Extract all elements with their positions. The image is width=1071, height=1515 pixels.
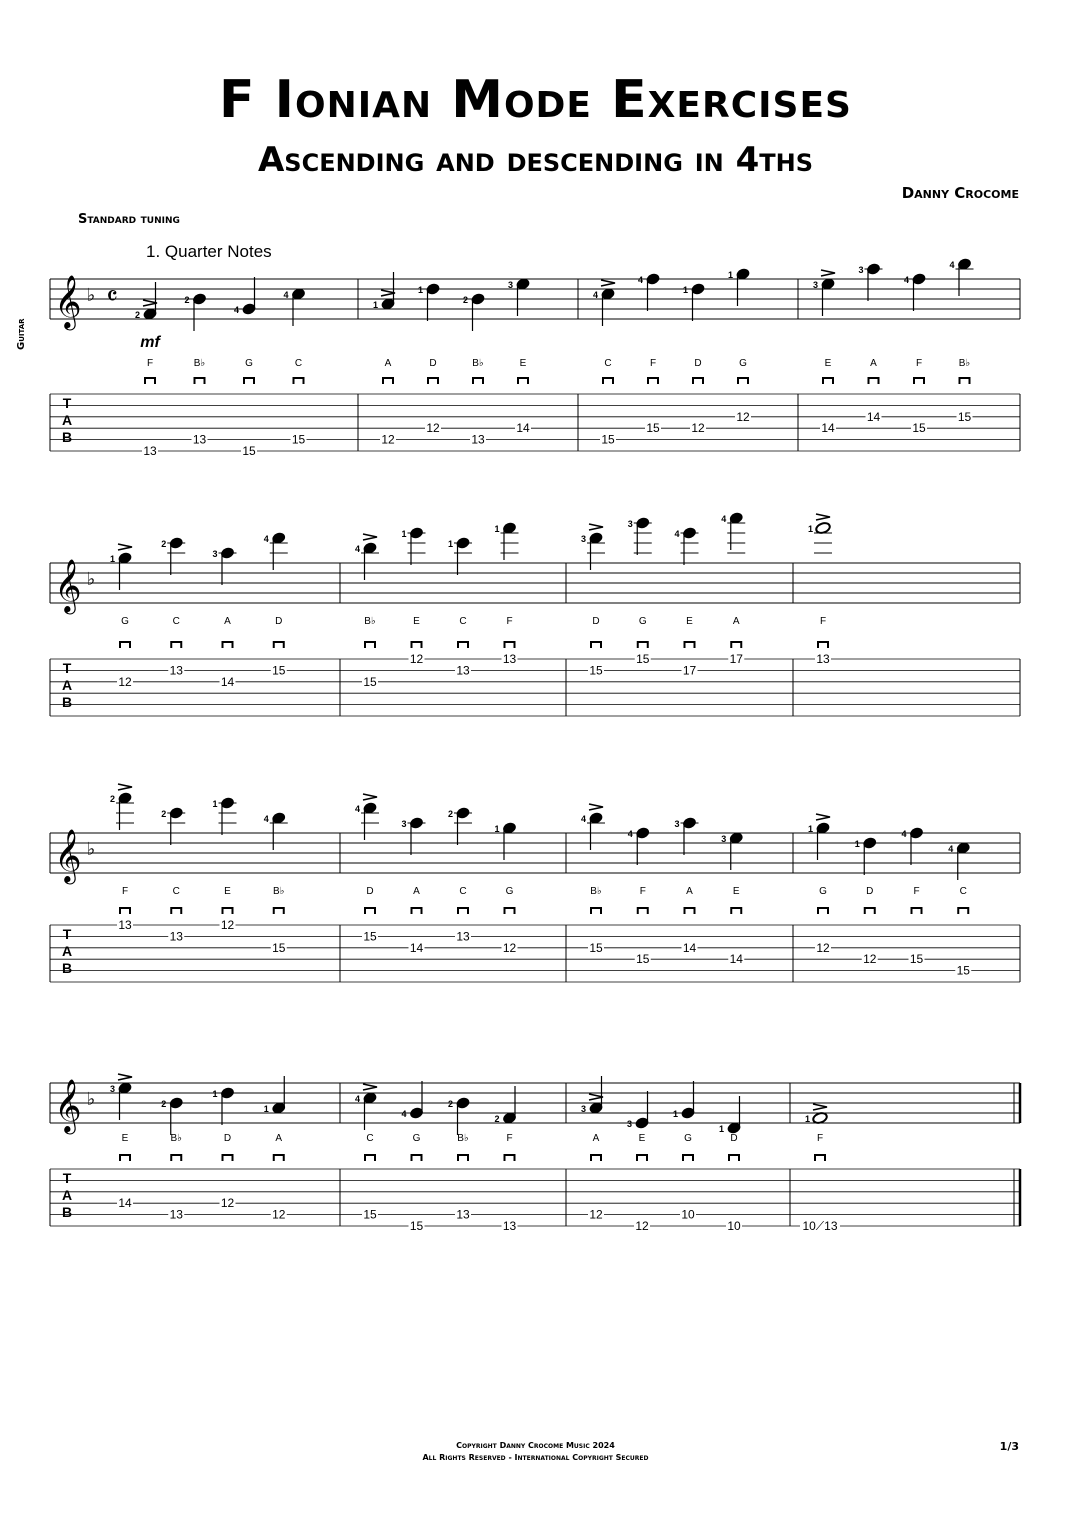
downstroke-icon — [274, 642, 284, 648]
note-name: C — [459, 616, 467, 627]
note-name: B♭ — [958, 358, 971, 369]
downstroke-icon — [683, 1155, 693, 1161]
tab-fret-number: 13 — [456, 663, 470, 678]
tab-clef-b: B — [61, 429, 73, 445]
finger-number: 3 — [627, 519, 633, 529]
downstroke-icon — [637, 1155, 647, 1161]
finger-number: 3 — [401, 819, 407, 829]
downstroke-icon — [458, 908, 468, 914]
tab-fret-number: 12 — [381, 432, 395, 447]
finger-number: 2 — [447, 809, 453, 819]
accent-mark — [589, 804, 603, 810]
downstroke-icon — [120, 1155, 130, 1161]
finger-number: 1 — [447, 539, 453, 549]
downstroke-icon — [591, 642, 601, 648]
finger-number: 2 — [134, 310, 140, 320]
finger-number: 1 — [494, 824, 500, 834]
note-name: F — [915, 358, 923, 369]
tab-fret-number: 15 — [909, 952, 924, 967]
tab-fret-number: 12 — [863, 952, 877, 967]
downstroke-icon — [638, 908, 648, 914]
downstroke-icon — [428, 378, 438, 384]
flat-key-signature-icon: ♭ — [86, 285, 96, 305]
note-name: C — [366, 1133, 374, 1144]
tab-clef-b: B — [61, 1204, 73, 1220]
downstroke-icon — [505, 908, 515, 914]
tab-fret-number: 17 — [729, 652, 743, 666]
downstroke-icon — [120, 642, 130, 648]
downstroke-icon — [729, 1155, 739, 1161]
tab-fret-number: 15 — [272, 940, 286, 955]
note-name: G — [638, 616, 647, 627]
tab-fret-number: 14 — [866, 409, 881, 424]
finger-number: 4 — [580, 814, 586, 824]
finger-number: 3 — [580, 1104, 586, 1114]
tab-fret-number: 15 — [589, 663, 603, 678]
system-4 — [50, 1074, 1020, 1232]
tab-clef-a: A — [61, 412, 73, 428]
note-name: D — [694, 358, 702, 369]
downstroke-icon — [365, 908, 375, 914]
tuning-label: Standard tuning — [78, 212, 180, 227]
finger-number: 1 — [854, 839, 860, 849]
tab-fret-number: 12 — [118, 674, 132, 689]
downstroke-icon — [591, 908, 601, 914]
treble-clef-icon: 𝄞 — [54, 559, 82, 611]
finger-number: 4 — [233, 305, 239, 315]
common-time-icon: 𝄴 — [106, 281, 118, 311]
finger-number: 4 — [903, 275, 909, 285]
tab-fret-number: 12 — [220, 1196, 235, 1211]
finger-number: 3 — [674, 819, 680, 829]
tab-fret-number: 12 — [426, 421, 440, 436]
finger-number: 1 — [263, 1104, 269, 1114]
downstroke-icon — [505, 642, 515, 648]
note-name: A — [870, 358, 877, 369]
note-name: C — [604, 358, 612, 369]
finger-number: 4 — [637, 275, 643, 285]
note-name: D — [223, 1133, 232, 1144]
tab-fret-number: 15 — [363, 929, 377, 944]
tab-fret-number: 13 — [169, 929, 183, 944]
note-name: B♭ — [364, 616, 376, 627]
tab-fret-number: 12 — [409, 652, 424, 666]
tab-fret-number: 13 — [192, 432, 207, 447]
section-label: 1. Quarter Notes — [146, 242, 272, 261]
finger-number: 3 — [109, 1084, 115, 1094]
note-name: F — [506, 616, 513, 627]
copyright-line: Copyright Danny Crocome Music 2024 — [456, 1441, 615, 1450]
tab-fret-number: 14 — [220, 674, 235, 689]
finger-number: 3 — [858, 265, 864, 275]
downstroke-icon — [171, 908, 181, 914]
note-name: B♭ — [457, 1133, 469, 1144]
tab-fret-number: 13 — [456, 929, 470, 944]
flat-key-signature-icon: ♭ — [86, 1089, 96, 1109]
finger-number: 4 — [354, 544, 360, 554]
note-name: D — [429, 358, 437, 369]
finger-number: 1 — [807, 524, 813, 534]
downstroke-icon — [638, 642, 648, 648]
tab-fret-number: 15 — [957, 409, 972, 424]
tab-fret-number: 15 — [363, 1207, 377, 1222]
finger-number: 3 — [212, 549, 218, 559]
note-name: E — [121, 1133, 129, 1144]
tab-clef-a: A — [61, 677, 73, 693]
finger-number: 4 — [948, 844, 954, 854]
note-name: F — [649, 358, 657, 369]
finger-number: 4 — [949, 260, 955, 270]
accent-mark — [363, 794, 377, 800]
finger-number: 3 — [626, 1119, 632, 1129]
downstroke-icon — [171, 1155, 181, 1161]
finger-number: 2 — [462, 295, 468, 305]
finger-number: 1 — [401, 529, 407, 539]
tab-fret-number: 14 — [516, 421, 530, 436]
tab-fret-number: 14 — [118, 1196, 132, 1211]
finger-number: 3 — [507, 280, 513, 290]
finger-number: 2 — [161, 1099, 167, 1109]
downstroke-icon — [383, 378, 393, 384]
note-name: F — [506, 1133, 513, 1144]
downstroke-icon — [591, 1155, 601, 1161]
note-name: G — [684, 1133, 692, 1144]
tab-fret-number: 10⟋13 — [802, 1219, 838, 1233]
downstroke-icon — [412, 1155, 422, 1161]
tab-fret-number: 13 — [456, 1207, 470, 1222]
downstroke-icon — [823, 378, 833, 384]
note-name: G — [505, 886, 514, 897]
finger-number: 1 — [494, 524, 500, 534]
composer-name: Danny Crocome — [901, 184, 1019, 202]
downstroke-icon — [869, 378, 879, 384]
downstroke-icon — [738, 378, 748, 384]
flat-key-signature-icon: ♭ — [86, 569, 96, 589]
tab-fret-number: 12 — [502, 940, 517, 955]
tab-fret-number: 15 — [601, 432, 615, 447]
note-name: E — [519, 358, 527, 369]
note-name: D — [275, 616, 283, 627]
tab-fret-number: 12 — [589, 1207, 603, 1222]
note-name: E — [732, 886, 740, 897]
accent-mark — [816, 514, 830, 520]
note-name: D — [730, 1133, 738, 1144]
tab-fret-number: 12 — [272, 1207, 286, 1222]
finger-number: 1 — [718, 1124, 724, 1134]
tab-clef-b: B — [61, 694, 73, 710]
downstroke-icon — [648, 378, 658, 384]
footer — [0, 1440, 1071, 1464]
downstroke-icon — [223, 642, 233, 648]
note-name: D — [866, 886, 874, 897]
note-name: A — [732, 616, 740, 627]
tab-fret-number: 17 — [682, 663, 697, 678]
note-name: F — [913, 886, 920, 897]
tab-fret-number: 15 — [409, 1219, 424, 1233]
finger-number: 4 — [263, 534, 269, 544]
note-name: B♭ — [472, 358, 484, 369]
finger-number: 2 — [161, 809, 167, 819]
flat-key-signature-icon: ♭ — [86, 839, 96, 859]
tab-fret-number: 10 — [681, 1207, 695, 1222]
downstroke-icon — [865, 908, 875, 914]
note-name: F — [146, 358, 154, 369]
finger-number: 4 — [627, 829, 633, 839]
tab-fret-number: 15 — [242, 444, 256, 458]
finger-number: 1 — [109, 554, 115, 564]
downstroke-icon — [458, 642, 468, 648]
downstroke-icon — [244, 378, 254, 384]
note-name: A — [384, 358, 392, 369]
finger-number: 4 — [401, 1109, 407, 1119]
page-number: 1/3 — [999, 1440, 1019, 1453]
tab-fret-number: 13 — [169, 1207, 183, 1222]
tab-fret-number: 12 — [736, 409, 750, 424]
finger-number: 4 — [354, 1094, 360, 1104]
finger-number: 4 — [263, 814, 269, 824]
note-name: C — [172, 616, 180, 627]
note-name: C — [959, 886, 967, 897]
downstroke-icon — [412, 642, 422, 648]
tab-fret-number: 13 — [118, 918, 132, 932]
note-name: E — [824, 358, 832, 369]
note-name: A — [592, 1133, 600, 1144]
tab-clef-t: T — [62, 660, 72, 676]
downstroke-icon — [171, 642, 181, 648]
downstroke-icon — [731, 642, 741, 648]
downstroke-icon — [145, 378, 155, 384]
accent-mark — [813, 1104, 827, 1110]
downstroke-icon — [505, 1155, 515, 1161]
downstroke-icon — [412, 908, 422, 914]
tab-fret-number: 15 — [272, 663, 286, 678]
accent-mark — [816, 814, 830, 820]
accent-mark — [118, 544, 132, 550]
note-name: B♭ — [170, 1133, 182, 1144]
tab-fret-number: 12 — [816, 940, 830, 955]
downstroke-icon — [473, 378, 483, 384]
tab-fret-number: 13 — [169, 663, 183, 678]
rights-line: All Rights Reserved - International Copyright Secured — [422, 1453, 649, 1462]
finger-number: 1 — [807, 824, 813, 834]
downstroke-icon — [274, 908, 284, 914]
downstroke-icon — [685, 642, 695, 648]
tab-fret-number: 15 — [646, 421, 660, 436]
tab-fret-number: 15 — [589, 940, 603, 955]
note-name: C — [172, 886, 180, 897]
accent-mark — [363, 1084, 377, 1090]
note-name: F — [816, 1133, 824, 1144]
tab-clef-t: T — [62, 926, 72, 942]
finger-number: 3 — [580, 534, 586, 544]
finger-number: 2 — [184, 295, 190, 305]
downstroke-icon — [815, 1155, 825, 1161]
downstroke-icon — [120, 908, 130, 914]
finger-number: 1 — [672, 1109, 678, 1119]
tab-fret-number: 13 — [816, 652, 830, 666]
finger-number: 4 — [592, 290, 598, 300]
tab-fret-number: 15 — [636, 652, 650, 666]
treble-clef-icon: 𝄞 — [54, 1079, 82, 1131]
note-name: E — [638, 1133, 646, 1144]
finger-number: 3 — [812, 280, 818, 290]
treble-clef-icon: 𝄞 — [54, 829, 82, 881]
note-name: F — [639, 886, 646, 897]
downstroke-icon — [960, 378, 970, 384]
tab-fret-number: 12 — [220, 918, 235, 932]
finger-number: 4 — [354, 804, 360, 814]
note-name: B♭ — [193, 358, 206, 369]
note-name: E — [413, 616, 420, 627]
note-name: B♭ — [273, 886, 285, 897]
tab-clef-a: A — [61, 1187, 73, 1203]
downstroke-icon — [818, 642, 828, 648]
note-name: D — [366, 886, 374, 897]
note-name: G — [819, 886, 827, 897]
downstroke-icon — [458, 1155, 468, 1161]
tab-fret-number: 14 — [821, 421, 835, 436]
finger-number: 1 — [682, 285, 688, 295]
accent-mark — [821, 270, 835, 276]
downstroke-icon — [365, 642, 375, 648]
accent-mark — [589, 524, 603, 530]
accent-mark — [118, 1074, 132, 1080]
note-name: G — [245, 358, 253, 369]
note-name: E — [224, 886, 231, 897]
tab-clef-t: T — [62, 1170, 72, 1186]
finger-number: 1 — [727, 270, 733, 280]
tab-fret-number: 12 — [691, 421, 705, 436]
score-title: F Ionian Mode Exercises — [219, 70, 852, 130]
tab-fret-number: 14 — [729, 952, 743, 967]
finger-number: 3 — [721, 834, 727, 844]
finger-number: 4 — [674, 529, 680, 539]
note-name: C — [294, 358, 303, 369]
tab-fret-number: 12 — [635, 1219, 649, 1233]
note-name: C — [459, 886, 467, 897]
tab-fret-number: 13 — [143, 444, 157, 458]
dynamic-marking: mf — [140, 334, 160, 351]
accent-mark — [363, 534, 377, 540]
downstroke-icon — [685, 908, 695, 914]
finger-number: 2 — [161, 539, 167, 549]
downstroke-icon — [958, 908, 968, 914]
note-name: A — [686, 886, 693, 897]
downstroke-icon — [693, 378, 703, 384]
downstroke-icon — [365, 1155, 375, 1161]
tab-fret-number: 10 — [727, 1219, 741, 1233]
note-name: F — [819, 616, 827, 627]
note-name: A — [275, 1133, 283, 1144]
tab-fret-number: 13 — [502, 652, 517, 666]
note-name: B♭ — [590, 886, 602, 897]
downstroke-icon — [223, 1155, 233, 1161]
note-name: A — [224, 616, 231, 627]
tab-fret-number: 15 — [912, 421, 926, 436]
finger-number: 1 — [804, 1114, 810, 1124]
tab-clef-b: B — [61, 960, 73, 976]
tab-fret-number: 15 — [363, 674, 377, 689]
downstroke-icon — [818, 908, 828, 914]
finger-number: 4 — [283, 290, 289, 300]
tab-clef-a: A — [61, 943, 73, 959]
downstroke-icon — [912, 908, 922, 914]
note-name: G — [121, 616, 129, 627]
tab-fret-number: 14 — [682, 940, 697, 955]
finger-number: 1 — [212, 799, 218, 809]
tab-fret-number: 13 — [502, 1219, 517, 1233]
finger-number: 2 — [447, 1099, 453, 1109]
note-name: G — [412, 1133, 421, 1144]
note-name: A — [413, 886, 420, 897]
note-name: E — [686, 616, 693, 627]
downstroke-icon — [914, 378, 924, 384]
finger-number: 4 — [901, 829, 907, 839]
accent-mark — [118, 784, 132, 790]
finger-number: 1 — [212, 1089, 218, 1099]
finger-number: 2 — [109, 794, 115, 804]
downstroke-icon — [603, 378, 613, 384]
tab-fret-number: 15 — [956, 963, 970, 978]
finger-number: 4 — [721, 514, 727, 524]
tab-fret-number: 15 — [291, 432, 306, 447]
tab-fret-number: 15 — [636, 952, 650, 967]
accent-mark — [601, 280, 615, 286]
finger-number: 1 — [417, 285, 423, 295]
treble-clef-icon: 𝄞 — [54, 275, 82, 327]
downstroke-icon — [274, 1155, 284, 1161]
downstroke-icon — [195, 378, 205, 384]
tab-fret-number: 13 — [471, 432, 485, 447]
score-subtitle: Ascending and descending in 4ths — [257, 140, 813, 180]
finger-number: 1 — [372, 300, 378, 310]
downstroke-icon — [731, 908, 741, 914]
finger-number: 2 — [494, 1114, 500, 1124]
note-name: G — [739, 358, 747, 369]
system-2 — [50, 512, 1020, 716]
instrument-label: Guitar — [16, 318, 27, 350]
downstroke-icon — [294, 378, 304, 384]
tab-fret-number: 14 — [409, 940, 424, 955]
note-name: F — [121, 886, 129, 897]
tab-clef-t: T — [62, 395, 72, 411]
downstroke-icon — [518, 378, 528, 384]
downstroke-icon — [223, 908, 233, 914]
note-name: D — [592, 616, 600, 627]
